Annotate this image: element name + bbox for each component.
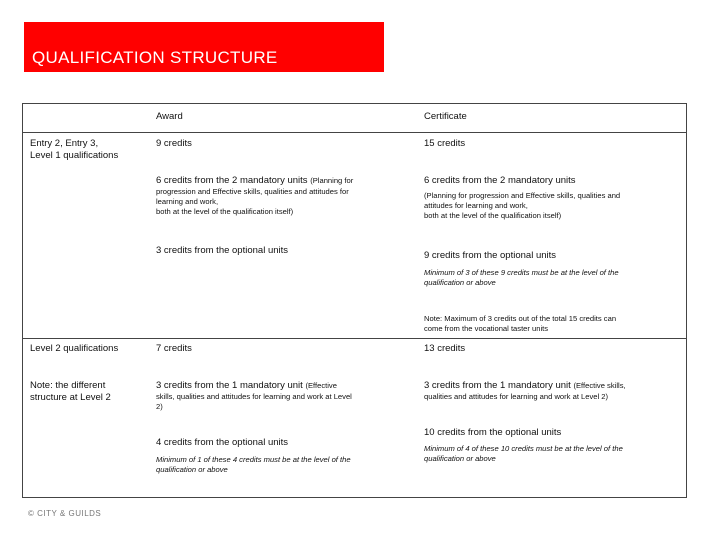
level2-cert-credits: 13 credits <box>424 343 466 354</box>
level2-row-label: Level 2 qualifications <box>30 343 119 354</box>
entry-award-optional: 3 credits from the optional units <box>156 245 289 256</box>
entry-cert-mandatory <box>424 175 684 221</box>
level2-cert-mandatory <box>424 380 686 402</box>
level2-cert-mandatory-line2: qualities and attitudes for learning and work at Level 2) <box>424 392 609 401</box>
entry-label-line1: Entry 2, Entry 3, <box>30 138 99 149</box>
title-banner <box>24 22 384 72</box>
entry-award-mandatory-line2: progression and Effective skills, qualities and attitudes for <box>156 187 349 196</box>
level2-note-line2: structure at Level 2 <box>30 392 111 403</box>
entry-row-label <box>30 138 118 162</box>
entry-award-mandatory-line3: learning and work, <box>156 197 219 206</box>
entry-cert-mandatory-line4: both at the level of the qualification itself) <box>424 211 562 220</box>
level2-award-mandatory-paren: (Effective <box>305 381 337 390</box>
level2-award-mandatory-line2: skills, qualities and attitudes for learning and work at Level <box>156 392 352 401</box>
level2-cert-optional-note-line2: qualification or above <box>424 454 496 463</box>
entry-cert-mandatory-line2: (Planning for progression and Effective skills, qualities and <box>424 191 621 200</box>
header-divider <box>22 132 687 133</box>
entry-award-credits: 9 credits <box>156 138 192 149</box>
entry-cert-max-note-line1: Note: Maximum of 3 credits out of the total 15 credits can <box>424 314 617 323</box>
entry-cert-mandatory-head: 6 credits from the 2 mandatory units <box>424 175 576 186</box>
level2-note-line1: Note: the different <box>30 380 106 391</box>
level2-award-mandatory-head: 3 credits from the 1 mandatory unit <box>156 380 303 391</box>
level2-note <box>30 380 111 404</box>
level2-award-optional-note-line2: qualification or above <box>156 465 228 474</box>
entry-cert-optional-note-line1: Minimum of 3 of these 9 credits must be at the level of the <box>424 268 619 277</box>
level2-award-optional: 4 credits from the optional units <box>156 437 289 448</box>
entry-award-mandatory <box>156 175 412 217</box>
level2-award-credits: 7 credits <box>156 343 192 354</box>
entry-cert-optional-note-line2: qualification or above <box>424 278 496 287</box>
level2-award-optional-note <box>156 455 351 475</box>
entry-award-mandatory-line4: both at the level of the qualification itself) <box>156 207 294 216</box>
level2-award-optional-note-line1: Minimum of 1 of these 4 credits must be at the level of the <box>156 455 351 464</box>
level2-cert-optional-note <box>424 444 623 464</box>
level2-cert-optional: 10 credits from the optional units <box>424 427 562 438</box>
level2-cert-mandatory-paren: (Effective skills, <box>573 381 626 390</box>
level2-cert-optional-note-line1: Minimum of 4 of these 10 credits must be at the level of the <box>424 444 623 453</box>
award-column-header: Award <box>156 111 183 122</box>
entry-label-line2: Level 1 qualifications <box>30 150 119 161</box>
copyright-footer: © CITY & GUILDS <box>28 509 102 518</box>
level2-award-mandatory-line3: 2) <box>156 402 163 411</box>
certificate-column-header: Certificate <box>424 111 467 122</box>
entry-award-mandatory-paren: (Planning for <box>310 176 354 185</box>
level2-cert-mandatory-head: 3 credits from the 1 mandatory unit <box>424 380 571 391</box>
entry-cert-credits: 15 credits <box>424 138 466 149</box>
entry-cert-max-note-line2: come from the vocational taster units <box>424 324 549 333</box>
page-title: QUALIFICATION STRUCTURE <box>32 48 278 67</box>
entry-cert-optional-note <box>424 268 619 288</box>
entry-cert-max-note <box>424 314 616 334</box>
level2-award-mandatory <box>156 380 414 412</box>
entry-cert-mandatory-line3: attitudes for learning and work, <box>424 201 528 210</box>
entry-award-mandatory-head: 6 credits from the 2 mandatory units <box>156 175 308 186</box>
qualification-table <box>22 103 687 498</box>
entry-cert-optional: 9 credits from the optional units <box>424 250 557 261</box>
level2-divider <box>22 338 687 339</box>
